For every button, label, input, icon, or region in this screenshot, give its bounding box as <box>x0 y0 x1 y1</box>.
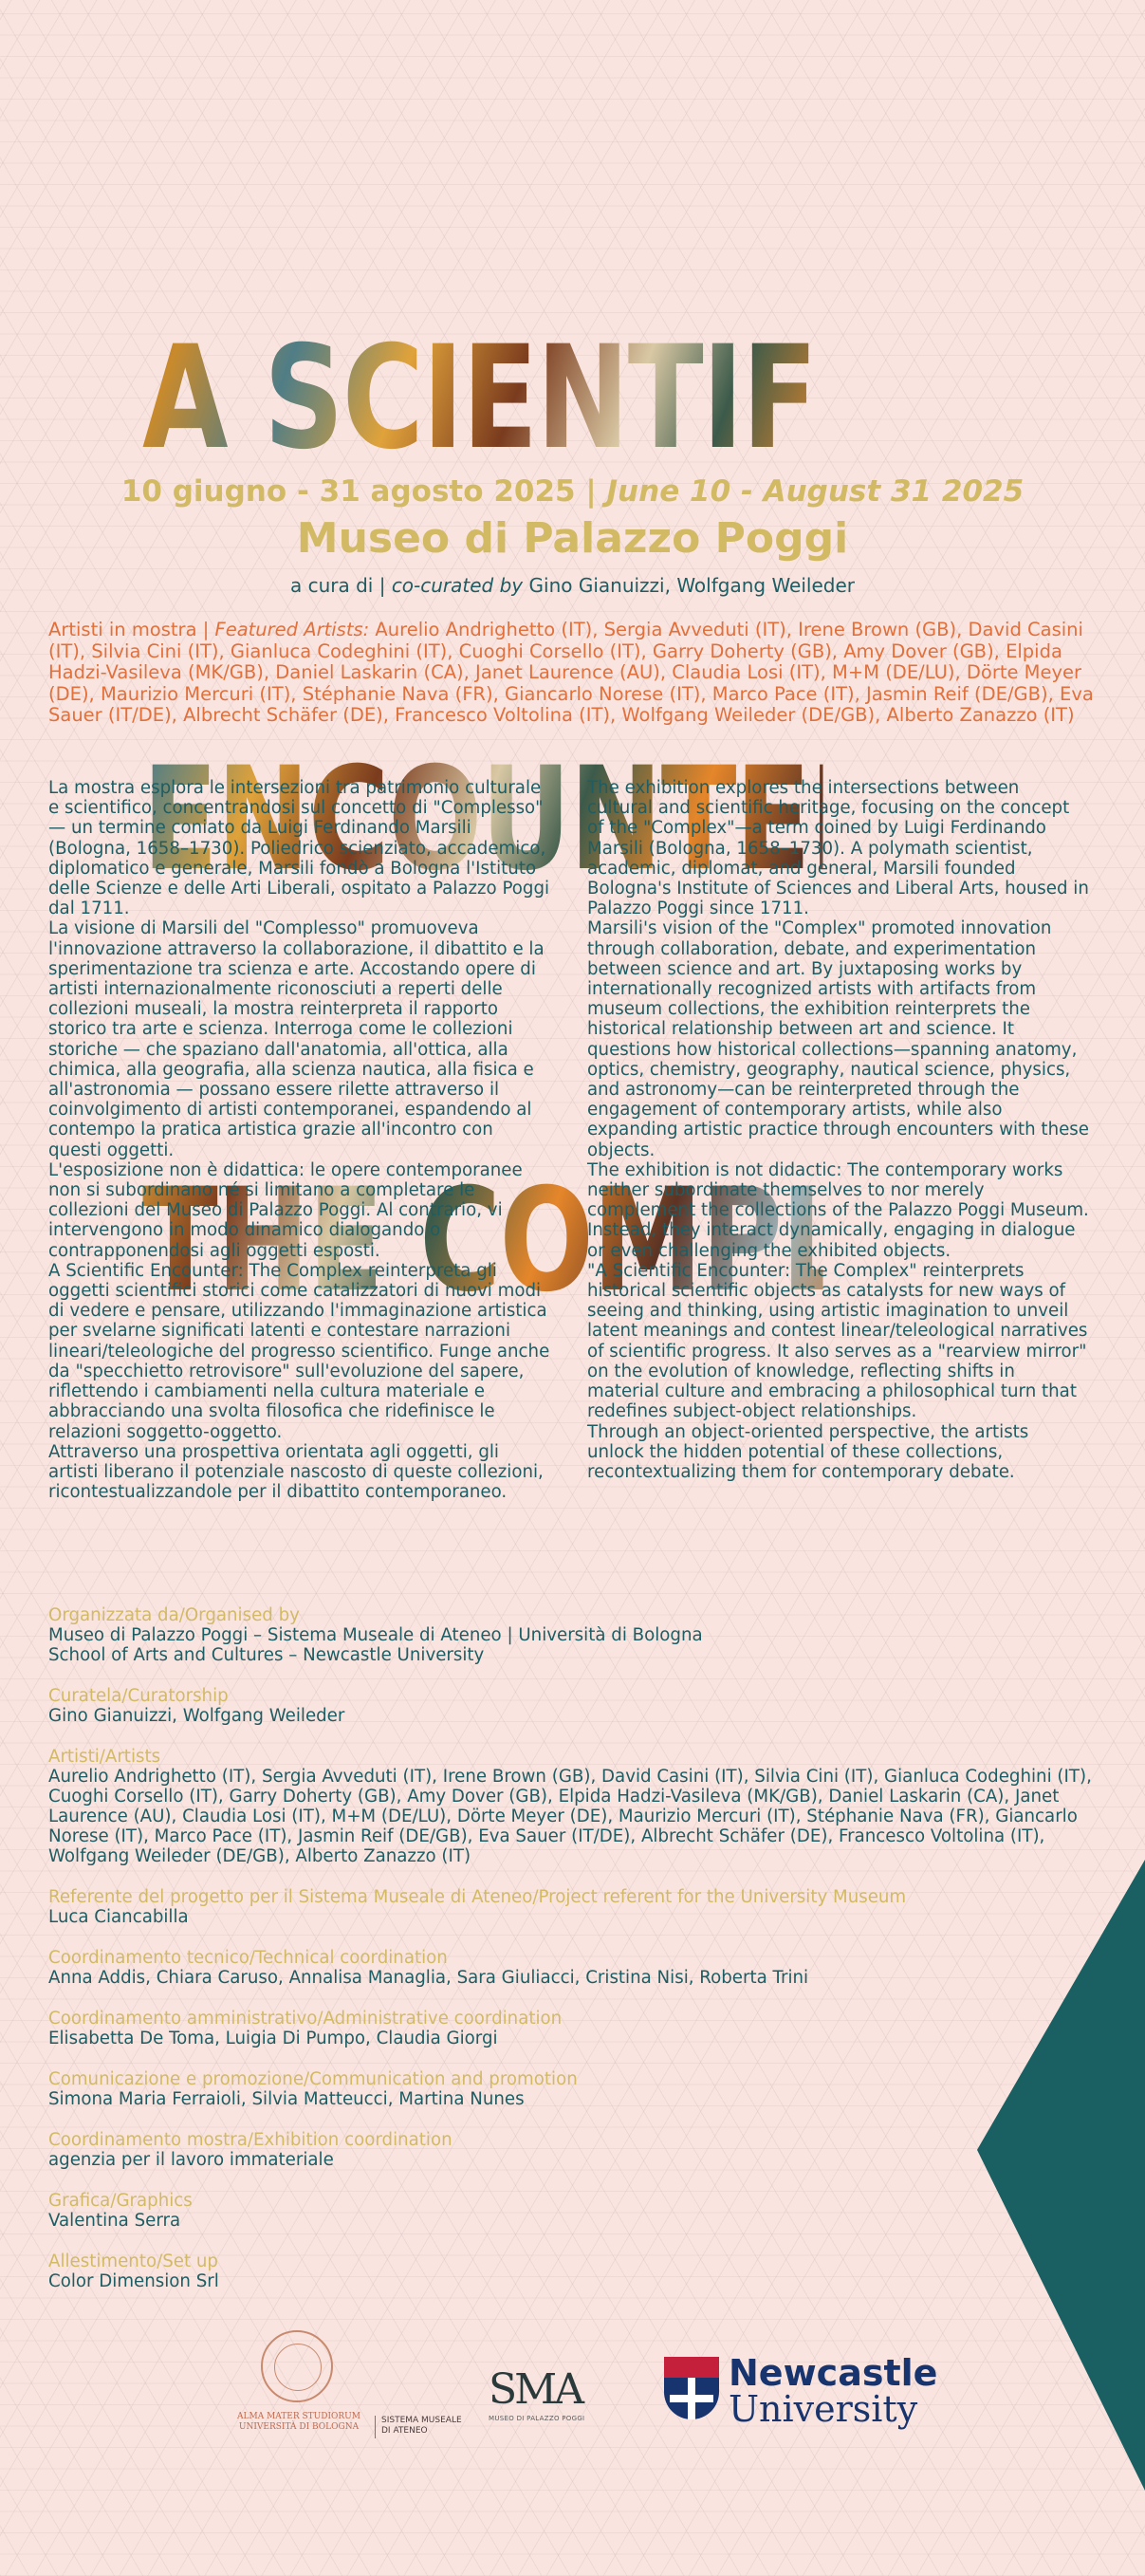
credit-label: Coordinamento mostra/Exhibition coordination <box>48 2130 452 2150</box>
credit-label: Referente del progetto per il Sistema Museale di Ateneo/Project referent for the University Museum <box>48 1887 907 1907</box>
credit-label: Artisti/Artists <box>48 1747 161 1767</box>
credit-value: Luca Ciancabilla <box>48 1907 189 1927</box>
featured-label-it: Artisti in mostra | <box>48 619 210 640</box>
unibo-logo <box>228 2325 484 2448</box>
credit-label: Grafica/Graphics <box>48 2191 193 2211</box>
sma-subtitle: MUSEO DI PALAZZO POGGI <box>489 2415 585 2422</box>
description-italian <box>48 778 551 1502</box>
credit-graphics <box>48 2191 1101 2231</box>
credit-value: Aurelio Andrighetto (IT), Sergia Avveduti (IT), Irene Brown (GB), David Casini (IT), Silvia Cini (IT), Gianluca Codeghini (IT), Cuoghi Corsello (IT), Garry Doherty (GB), Amy Dover (GB), Elpida Hadzi-Vasileva (MK/GB), Daniel Laskarin (CA), Janet Laurence (AU), Claudia Losi (IT), M+M (DE/LU), Dörte Meyer (DE), Maurizio Mercuri (IT), Stéphanie Nava (FR), Giancarlo Norese (IT), Marco Pace (IT), Jasmin Reif (DE/GB), Eva Sauer (IT/DE), Albrecht Schäfer (DE), Francesco Voltolina (IT), Wolfgang Weileder (DE/GB), Alberto Zanazzo (IT) <box>48 1767 1092 1866</box>
description-english <box>587 778 1090 1482</box>
credit-label: Curatela/Curatorship <box>48 1686 229 1706</box>
partner-logos <box>0 2325 1145 2457</box>
sma-mark: SMA <box>489 2365 582 2414</box>
credit-label: Comunicazione e promozione/Communication and promotion <box>48 2069 578 2089</box>
credit-value: agenzia per il lavoro immateriale <box>48 2150 334 2170</box>
title-line-1: A SCIENTIFIC <box>142 316 936 481</box>
curated-label-it: a cura di | <box>289 574 386 597</box>
unibo-seal-icon <box>261 2330 333 2402</box>
dates-italian: 10 giugno - 31 agosto 2025 | <box>120 474 597 509</box>
credit-set-up <box>48 2252 1101 2291</box>
curator-names: Gino Gianuizzi, Wolfgang Weileder <box>528 574 855 597</box>
unibo-line-1: ALMA MATER STUDIORUM <box>237 2412 360 2421</box>
sma-line-2: DI ATENEO <box>381 2426 428 2436</box>
credit-communication <box>48 2069 1101 2109</box>
newcastle-shield-icon <box>664 2357 719 2419</box>
unibo-wordmark <box>228 2412 370 2433</box>
credit-curatorship <box>48 1686 1101 1726</box>
credit-technical-coordination <box>48 1948 1101 1988</box>
credit-artists <box>48 1747 1101 1866</box>
paragraph: A Scientific Encounter: The Complex reinterpreta gli oggetti scientifici storici come catalizzatori di nuovi modi di vedere e pensare, utilizzando l'immaginazione artistica per svelarne significati latenti e contestare narrazioni lineari/teleologiche del progresso scientifico. Funge anche da "specchietto retrovisore" sull'evoluzione del sapere, riflettendo i cambiamenti nella cultura materiale e abbracciando una svolta filosofica che ridefinisce le relazioni soggetto-oggetto. <box>48 1260 550 1442</box>
sma-wordmark <box>381 2416 462 2437</box>
exhibition-dates <box>0 474 1145 509</box>
credit-exhibition-coordination <box>48 2130 1101 2170</box>
paragraph: "A Scientific Encounter: The Complex" reinterprets historical scientific objects as catalysts for new ways of seeing and thinking, using artistic imagination to unveil latent meanings and contest linear/teleological narratives of scientific progress. It also serves as a "rearview mirror" on the evolution of knowledge, reflecting shifts in material culture and embracing a philosophical turn that redefines subject-object relationships. <box>587 1260 1088 1422</box>
featured-label-en: Featured Artists: <box>214 619 370 640</box>
paragraph: The exhibition is not didactic: The contemporary works neither subordinate themselves to nor merely complement the collections of the Palazzo Poggi Museum. Instead, they interact dynamically, engaging in dialogue or even challenging the exhibited objects. <box>587 1159 1089 1261</box>
paragraph: L'esposizione non è didattica: le opere contemporanee non si subordinano né si limitano a completare le collezioni del Museo di Palazzo Poggi. Al contrario, vi intervengono in modo dinamico dialogando o contrapponendosi agli oggetti esposti. <box>48 1159 523 1261</box>
credit-label: Coordinamento amministrativo/Administrative coordination <box>48 2009 563 2029</box>
sma-logo <box>489 2367 617 2443</box>
newcastle-name: Newcastle <box>729 2352 938 2394</box>
credit-value: Simona Maria Ferraioli, Silvia Matteucci, Martina Nunes <box>48 2089 525 2109</box>
credit-project-referent <box>48 1887 1101 1927</box>
credits-list <box>48 1605 1101 2312</box>
museum-name: Museo di Palazzo Poggi <box>296 514 849 563</box>
credit-value: Gino Gianuizzi, Wolfgang Weileder <box>48 1706 345 1726</box>
paragraph: Marsili's vision of the "Complex" promoted innovation through collaboration, debate, and experimentation between science and art. By juxtaposing works by internationally recognized artists with artifacts from museum collections, the exhibition reinterprets the historical relationship between art and science. It questions how historical collections—spanning anatomy, optics, chemistry, geography, nautical science, physics, and astronomy—can be reinterpreted through the engagement of contemporary artists, while also expanding artistic practice through encounters with these objects. <box>587 918 1089 1160</box>
newcastle-logo <box>664 2353 949 2438</box>
newcastle-university: University <box>729 2388 918 2430</box>
title-line-3: THE COMPLEX <box>142 1158 1009 1324</box>
credit-organised-by <box>48 1605 1101 1665</box>
paragraph: Through an object-oriented perspective, the artists unlock the hidden potential of these collections, recontextualizing them for contemporary debate. <box>587 1421 1029 1482</box>
dates-english: June 10 - August 31 2025 <box>606 474 1025 509</box>
credit-administrative-coordination <box>48 2009 1101 2048</box>
title-line-2: ENCOUNTER: <box>142 737 937 902</box>
curated-label-en: co-curated by <box>391 574 524 597</box>
credit-value: Elisabetta De Toma, Luigia Di Pumpo, Claudia Giorgi <box>48 2029 498 2048</box>
credit-label: Organizzata da/Organised by <box>48 1605 300 1625</box>
featured-artists <box>48 620 1111 727</box>
credit-value: Museo di Palazzo Poggi – Sistema Museale di Ateneo | Università di Bologna School of Arts and Cultures – Newcastle University <box>48 1625 703 1665</box>
sma-line-1: SISTEMA MUSEALE <box>381 2416 462 2425</box>
curated-by <box>0 574 1145 597</box>
credit-value: Valentina Serra <box>48 2211 181 2231</box>
featured-names: Aurelio Andrighetto (IT), Sergia Avveduti (IT), Irene Brown (GB), David Casini (IT), Silvia Cini (IT), Gianluca Codeghini (IT), Cuoghi Corsello (IT), Garry Doherty (GB), Amy Dover (GB), Elpida Hadzi-Vasileva (MK/GB), Daniel Laskarin (CA), Janet Laurence (AU), Claudia Losi (IT), M+M (DE/LU), Dörte Meyer (DE), Maurizio Mercuri (IT), Stéphanie Nava (FR), Giancarlo Norese (IT), Marco Pace (IT), Jasmin Reif (DE/GB), Eva Sauer (IT/DE), Albrecht Schäfer (DE), Francesco Voltolina (IT), Wolfgang Weileder (DE/GB), Alberto Zanazzo (IT) <box>48 619 1094 726</box>
paragraph: La visione di Marsili del "Complesso" promuoveva l'innovazione attraverso la collaborazione, il dibattito e la sperimentazione tra scienza e arte. Accostando opere di artisti internazionalmente riconosciuti a reperti delle collezioni museali, la mostra reinterpreta il rapporto storico tra arte e scienza. Interroga come le collezioni storiche — che spaziano dall'anatomia, all'ottica, alla chimica, alla geografia, alla scienza nautica, alla fisica e all'astronomia — possano essere rilette attraverso il coinvolgimento di artisti contemporanei, espandendo al contempo la pratica artistica grazie all'incontro con questi oggetti. <box>48 918 545 1160</box>
credit-value: Color Dimension Srl <box>48 2271 219 2291</box>
paragraph: La mostra esplora le intersezioni tra patrimonio culturale e scientifico, concentrandosi sul concetto di "Complesso" — un termine coniato da Luigi Ferdinando Marsili (Bologna, 1658–1730). Poliedrico scienziato, accademico, diplomatico e generale, Marsili fondò a Bologna l'Istituto delle Scienze e delle Arti Liberali, ospitato a Palazzo Poggi dal 1711. <box>48 778 550 919</box>
paragraph: The exhibition explores the intersections between cultural and scientific heritage, focusing on the concept of the "Complex"—a term coined by Luigi Ferdinando Marsili (Bologna, 1658–1730). A polymath scientist, academic, diplomat, and general, Marsili founded Bologna's Institute of Sciences and Liberal Arts, housed in Palazzo Poggi since 1711. <box>587 778 1089 919</box>
credit-value: Anna Addis, Chiara Caruso, Annalisa Managlia, Sara Giuliacci, Cristina Nisi, Roberta Trini <box>48 1968 809 1988</box>
credit-label: Allestimento/Set up <box>48 2252 218 2271</box>
unibo-line-2: UNIVERSITÀ DI BOLOGNA <box>238 2422 360 2432</box>
paragraph: Attraverso una prospettiva orientata agli oggetti, gli artisti liberano il potenziale nascosto di queste collezioni, ricontestualizzandole per il dibattito contemporaneo. <box>48 1441 544 1503</box>
logo-divider <box>375 2416 376 2438</box>
credit-label: Coordinamento tecnico/Technical coordination <box>48 1948 448 1968</box>
